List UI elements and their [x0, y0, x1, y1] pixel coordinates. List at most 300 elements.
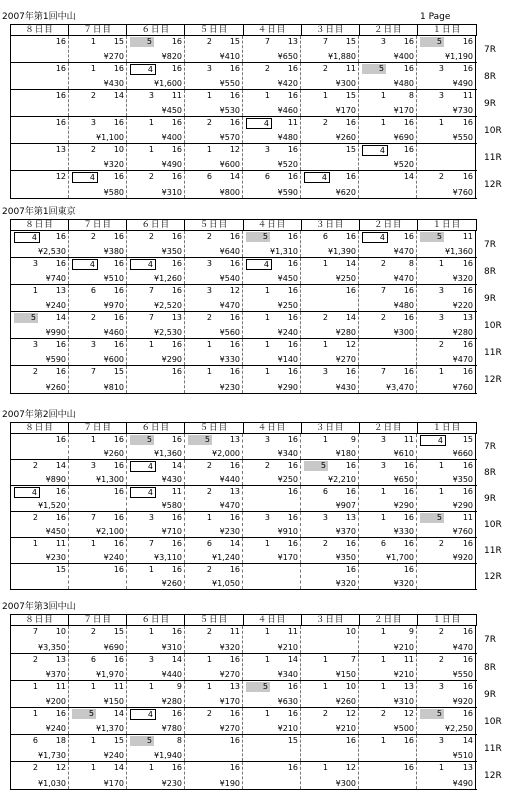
finish-position: 2: [322, 709, 328, 718]
field-size: 11: [55, 682, 66, 691]
payout: ¥1,700: [386, 553, 414, 562]
field-size: 16: [229, 91, 240, 100]
payout: ¥480: [277, 133, 298, 142]
payout: ¥230: [219, 527, 240, 536]
finish-position: 1: [380, 682, 386, 691]
finish-line: [70, 313, 124, 324]
field-size: 11: [462, 91, 473, 100]
payout: ¥290: [452, 501, 473, 510]
race-row: [11, 762, 477, 790]
results-grid: [10, 24, 477, 199]
race-row: [11, 708, 477, 735]
payout: ¥260: [161, 579, 182, 588]
result-cell: [69, 231, 127, 257]
race-row: [11, 312, 477, 339]
result-cell: [69, 538, 127, 563]
result-cell: [243, 460, 301, 485]
results-grid: [10, 422, 477, 590]
field-size: 16: [229, 513, 240, 522]
race-label: 8R: [484, 267, 496, 277]
field-size: 13: [229, 487, 240, 496]
result-cell: [417, 171, 476, 198]
day-header: １日目: [418, 25, 477, 35]
result-cell: [243, 434, 301, 459]
field-size: 9: [350, 435, 356, 444]
field-size: 16: [345, 539, 356, 548]
finish-position: 1: [438, 118, 444, 127]
finish-position: 1: [90, 682, 96, 691]
payout: ¥430: [103, 79, 124, 88]
payout: ¥760: [452, 383, 473, 392]
finish-line: [244, 655, 298, 666]
day-header: １日目: [418, 423, 477, 433]
result-cell: [301, 486, 359, 511]
finish-line: [128, 627, 182, 638]
finish-line: [302, 461, 356, 472]
finish-line: [128, 313, 182, 324]
payout: ¥490: [452, 79, 473, 88]
payout: ¥210: [277, 643, 298, 652]
day-header: ８日目: [11, 423, 69, 433]
field-size: 16: [287, 313, 298, 322]
result-cell: [11, 90, 69, 116]
result-cell: [185, 735, 243, 761]
finish-position: 1: [148, 763, 154, 772]
finish-line: [302, 435, 356, 446]
payout: ¥1,240: [212, 553, 240, 562]
result-cell: [185, 538, 243, 563]
finish-line: [244, 286, 298, 297]
result-cell: [417, 681, 476, 707]
finish-line: [418, 627, 473, 638]
result-cell: [243, 366, 301, 393]
day-header: ４日目: [244, 25, 302, 35]
result-cell: [127, 90, 185, 116]
result-cell: [11, 117, 69, 143]
race-label: 11R: [484, 546, 502, 556]
finish-position: 2: [32, 763, 38, 772]
payout: ¥820: [161, 52, 182, 61]
finish-line: [12, 172, 66, 183]
finish-position: 4: [72, 172, 98, 183]
day-header: ７日目: [69, 25, 127, 35]
day-header: １日目: [418, 220, 477, 230]
field-size: 16: [171, 118, 182, 127]
finish-line: [70, 539, 124, 550]
result-cell: [301, 564, 359, 589]
field-size: 16: [345, 232, 356, 241]
field-size: 11: [462, 513, 473, 522]
race-row: [11, 434, 477, 460]
finish-position: 1: [322, 682, 328, 691]
finish-line: [12, 340, 66, 351]
finish-position: 2: [32, 513, 38, 522]
finish-position: 1: [206, 367, 212, 376]
field-size: 16: [55, 232, 66, 241]
day-header: ５日目: [185, 615, 243, 625]
field-size: 16: [55, 37, 66, 46]
finish-position: 1: [32, 709, 38, 718]
result-cell: [127, 285, 185, 311]
result-cell: [127, 144, 185, 170]
payout: ¥470: [452, 643, 473, 652]
field-size: 15: [113, 736, 124, 745]
result-cell: [417, 63, 476, 89]
payout: ¥210: [335, 724, 356, 733]
field-size: 8: [176, 736, 182, 745]
finish-position: 3: [438, 286, 444, 295]
field-size: 16: [462, 682, 473, 691]
field-size: 11: [345, 64, 356, 73]
day-header-row: [11, 423, 477, 434]
finish-line: [418, 435, 473, 446]
result-cell: [11, 36, 69, 62]
payout: ¥400: [393, 52, 414, 61]
payout: ¥1,880: [328, 52, 356, 61]
finish-line: [12, 64, 66, 75]
finish-position: 1: [148, 627, 154, 636]
finish-position: 5: [420, 709, 444, 719]
payout: ¥3,470: [386, 383, 414, 392]
finish-position: 3: [32, 259, 38, 268]
result-cell: [127, 171, 185, 198]
result-cell: [359, 708, 417, 734]
result-cell: [69, 626, 127, 653]
finish-position: 5: [130, 37, 154, 47]
result-cell: [301, 339, 359, 365]
result-cell: [243, 681, 301, 707]
field-size: 15: [229, 37, 240, 46]
race-row: [11, 538, 477, 564]
payout: ¥180: [335, 449, 356, 458]
day-header: ８日目: [11, 615, 69, 625]
finish-position: 7: [90, 367, 96, 376]
finish-line: [360, 565, 414, 576]
day-header: ４日目: [244, 615, 302, 625]
finish-position: 5: [420, 37, 444, 47]
result-cell: [185, 681, 243, 707]
day-header: ４日目: [244, 220, 302, 230]
payout: ¥300: [393, 328, 414, 337]
field-size: 16: [287, 145, 298, 154]
finish-line: [418, 763, 473, 774]
day-header: ７日目: [69, 220, 127, 230]
finish-position: 4: [420, 435, 446, 446]
payout: ¥1,520: [38, 501, 66, 510]
result-cell: [11, 312, 69, 338]
field-size: 14: [345, 313, 356, 322]
finish-position: 2: [380, 709, 386, 718]
payout: ¥260: [103, 449, 124, 458]
finish-position: 1: [380, 487, 386, 496]
finish-line: [128, 37, 182, 48]
finish-line: [418, 367, 473, 378]
result-cell: [359, 312, 417, 338]
result-cell: [11, 654, 69, 680]
field-size: 13: [462, 313, 473, 322]
field-size: 11: [287, 627, 298, 636]
payout: ¥630: [277, 697, 298, 706]
result-cell: [69, 117, 127, 143]
result-cell: [243, 762, 301, 789]
field-size: 16: [229, 565, 240, 574]
payout: ¥2,100: [96, 527, 124, 536]
finish-position: 1: [206, 91, 212, 100]
finish-position: 3: [380, 37, 386, 46]
finish-line: [186, 763, 240, 774]
finish-line: [70, 232, 124, 243]
payout: ¥350: [161, 247, 182, 256]
payout: ¥170: [103, 779, 124, 788]
field-size: 16: [403, 313, 414, 322]
finish-line: [360, 539, 414, 550]
finish-position: 1: [206, 513, 212, 522]
finish-line: [186, 259, 240, 270]
finish-position: 4: [246, 259, 272, 270]
field-size: 15: [113, 627, 124, 636]
result-cell: [127, 117, 185, 143]
field-size: 16: [462, 259, 473, 268]
result-cell: [417, 36, 476, 62]
result-cell: [185, 564, 243, 589]
payout: ¥310: [161, 643, 182, 652]
payout: ¥230: [161, 779, 182, 788]
finish-line: [12, 367, 66, 378]
race-row: [11, 339, 477, 366]
result-cell: [185, 171, 243, 198]
finish-position: 3: [438, 682, 444, 691]
finish-line: [360, 313, 414, 324]
payout: ¥400: [161, 133, 182, 142]
field-size: 16: [403, 118, 414, 127]
race-label: 12R: [484, 771, 502, 781]
field-size: 16: [345, 286, 356, 295]
finish-line: [360, 513, 414, 524]
payout: ¥600: [103, 355, 124, 364]
section-title: 2007年第1回東京: [2, 207, 76, 217]
section-title: 2007年第1回中山: [2, 12, 76, 22]
finish-line: [128, 682, 182, 693]
result-cell: [127, 512, 185, 537]
payout: ¥890: [45, 475, 66, 484]
field-size: 14: [403, 172, 414, 181]
finish-line: [186, 435, 240, 446]
finish-line: [360, 736, 414, 747]
finish-position: 1: [322, 91, 328, 100]
finish-position: 1: [380, 655, 386, 664]
payout: ¥780: [161, 724, 182, 733]
field-size: 16: [55, 64, 66, 73]
finish-position: 2: [206, 313, 212, 322]
field-size: 16: [287, 259, 298, 268]
payout: ¥3,110: [154, 553, 182, 562]
finish-position: 6: [322, 487, 328, 496]
payout: ¥730: [452, 106, 473, 115]
finish-position: 1: [206, 655, 212, 664]
finish-line: [70, 118, 124, 129]
payout: ¥590: [45, 355, 66, 364]
finish-position: 3: [438, 313, 444, 322]
field-size: 14: [229, 539, 240, 548]
result-cell: [185, 90, 243, 116]
finish-position: 3: [90, 461, 96, 470]
payout: ¥1,730: [38, 751, 66, 760]
finish-position: 1: [148, 118, 154, 127]
finish-position: 1: [32, 682, 38, 691]
result-cell: [127, 63, 185, 89]
result-cell: [417, 231, 476, 257]
section-title: 2007年第3回中山: [2, 602, 76, 612]
payout: ¥2,250: [445, 724, 473, 733]
race-label: 9R: [484, 690, 496, 700]
result-cell: [11, 258, 69, 284]
result-cell: [11, 626, 69, 653]
field-size: 9: [408, 627, 414, 636]
finish-position: 6: [206, 172, 212, 181]
field-size: 13: [229, 682, 240, 691]
field-size: 16: [462, 340, 473, 349]
finish-line: [12, 232, 66, 243]
field-size: 16: [55, 513, 66, 522]
finish-line: [186, 539, 240, 550]
field-size: 16: [171, 367, 182, 376]
field-size: 16: [345, 487, 356, 496]
field-size: 16: [345, 118, 356, 127]
field-size: 16: [229, 340, 240, 349]
payout: ¥150: [103, 697, 124, 706]
result-cell: [11, 762, 69, 789]
finish-position: 2: [438, 172, 444, 181]
field-size: 14: [113, 763, 124, 772]
race-row: [11, 144, 477, 171]
field-size: 16: [55, 91, 66, 100]
finish-position: 2: [438, 340, 444, 349]
field-size: 16: [403, 565, 414, 574]
finish-position: 2: [32, 461, 38, 470]
finish-position: 1: [380, 627, 386, 636]
payout: ¥320: [219, 643, 240, 652]
finish-line: [70, 513, 124, 524]
result-cell: [11, 460, 69, 485]
payout: ¥2,520: [154, 301, 182, 310]
finish-line: [128, 172, 182, 183]
result-cell: [127, 231, 185, 257]
result-cell: [127, 36, 185, 62]
field-size: 16: [171, 145, 182, 154]
result-cell: [417, 285, 476, 311]
field-size: 15: [55, 565, 66, 574]
finish-line: [186, 91, 240, 102]
result-cell: [301, 312, 359, 338]
result-cell: [127, 258, 185, 284]
result-cell: [185, 285, 243, 311]
finish-position: 1: [32, 286, 38, 295]
field-size: 16: [171, 232, 182, 241]
finish-position: 5: [246, 682, 270, 692]
field-size: 16: [287, 682, 298, 691]
result-cell: [301, 144, 359, 170]
result-cell: [301, 171, 359, 198]
result-cell: [11, 512, 69, 537]
payout: ¥810: [103, 383, 124, 392]
result-cell: [69, 762, 127, 789]
payout: ¥270: [103, 52, 124, 61]
result-cell: [127, 538, 185, 563]
field-size: 16: [229, 64, 240, 73]
race-label: 8R: [484, 468, 496, 478]
finish-line: [360, 259, 414, 270]
field-size: 11: [171, 91, 182, 100]
payout: ¥510: [452, 751, 473, 760]
finish-position: 2: [206, 232, 212, 241]
finish-line: [244, 64, 298, 75]
payout: ¥320: [452, 274, 473, 283]
finish-line: [128, 565, 182, 576]
result-cell: [417, 339, 476, 365]
race-row: [11, 460, 477, 486]
finish-line: [70, 145, 124, 156]
field-size: 11: [171, 487, 182, 496]
finish-line: [70, 709, 124, 720]
finish-position: 1: [438, 461, 444, 470]
finish-line: [244, 232, 298, 243]
payout: ¥330: [219, 355, 240, 364]
result-cell: [301, 681, 359, 707]
payout: ¥1,260: [154, 274, 182, 283]
payout: ¥420: [277, 79, 298, 88]
finish-line: [128, 709, 182, 720]
finish-position: 7: [90, 513, 96, 522]
finish-line: [418, 682, 473, 693]
field-size: 14: [462, 736, 473, 745]
finish-position: 1: [380, 91, 386, 100]
result-cell: [69, 339, 127, 365]
result-cell: [359, 90, 417, 116]
field-size: 16: [462, 64, 473, 73]
field-size: 16: [55, 709, 66, 718]
result-cell: [359, 171, 417, 198]
field-size: 14: [287, 655, 298, 664]
finish-line: [12, 627, 66, 638]
payout: ¥210: [393, 643, 414, 652]
field-size: 16: [403, 513, 414, 522]
finish-position: 7: [32, 627, 38, 636]
finish-line: [418, 539, 473, 550]
payout: ¥140: [277, 355, 298, 364]
finish-position: 1: [264, 627, 270, 636]
result-cell: [359, 434, 417, 459]
payout: ¥1,600: [154, 79, 182, 88]
finish-position: 2: [380, 259, 386, 268]
finish-line: [12, 655, 66, 666]
payout: ¥230: [45, 553, 66, 562]
result-cell: [11, 231, 69, 257]
field-size: 12: [229, 145, 240, 154]
finish-line: [128, 539, 182, 550]
day-header: ６日目: [127, 615, 185, 625]
finish-line: [128, 435, 182, 446]
result-cell: [359, 538, 417, 563]
payout: ¥530: [219, 106, 240, 115]
race-label: 7R: [484, 240, 496, 250]
finish-position: 6: [90, 286, 96, 295]
payout: ¥1,970: [96, 670, 124, 679]
field-size: 16: [462, 286, 473, 295]
race-label: 7R: [484, 45, 496, 55]
payout: ¥280: [452, 328, 473, 337]
finish-position: 1: [380, 513, 386, 522]
field-size: 16: [171, 286, 182, 295]
